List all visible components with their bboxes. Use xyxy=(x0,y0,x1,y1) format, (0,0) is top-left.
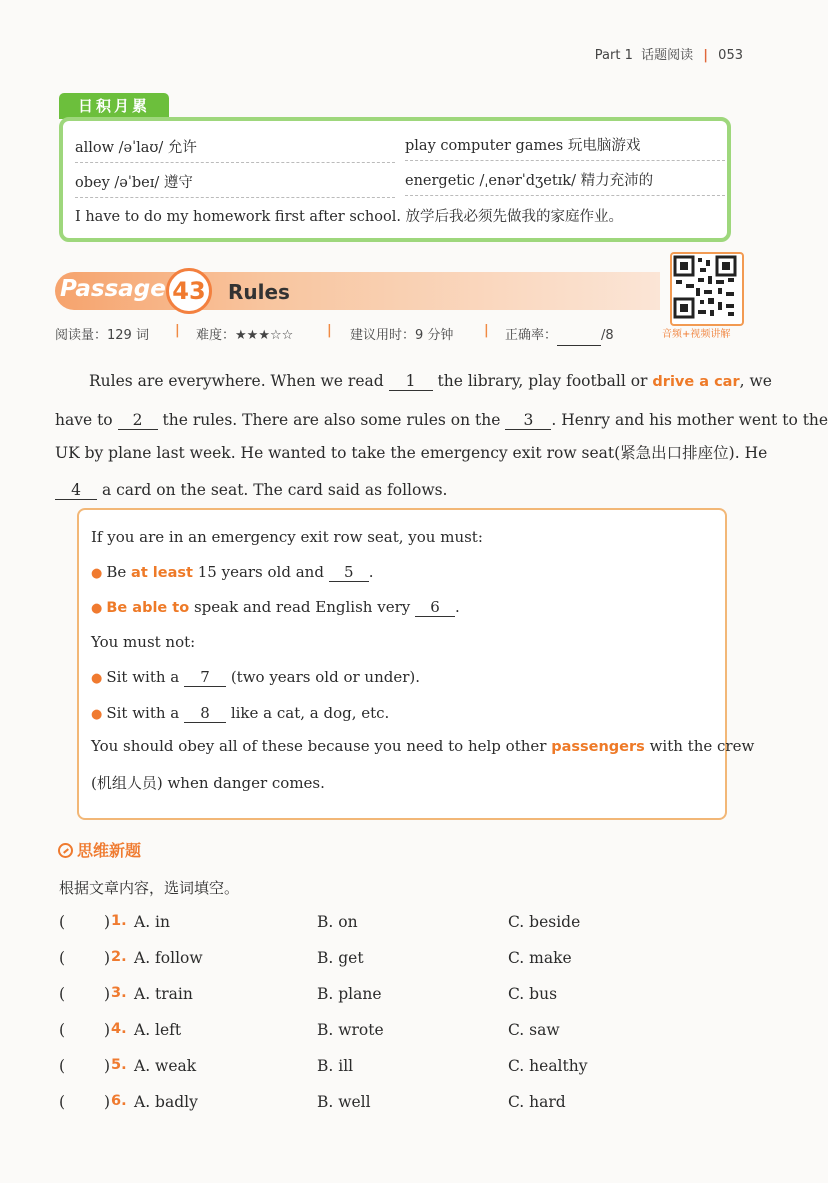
answer-bracket-open[interactable]: ( xyxy=(59,1093,66,1111)
blank-1[interactable]: 1 xyxy=(389,372,433,391)
vocab-tag: 日积月累 xyxy=(59,93,169,119)
question-number: 2. xyxy=(111,949,127,965)
question-row xyxy=(59,1057,699,1079)
option-c[interactable]: C. healthy xyxy=(508,1057,588,1075)
answer-bracket-open[interactable]: ( xyxy=(59,1057,66,1075)
option-b[interactable]: B. ill xyxy=(317,1057,354,1075)
passage-label: Passage xyxy=(60,276,166,302)
option-b[interactable]: B. plane xyxy=(317,985,382,1003)
option-c[interactable]: C. beside xyxy=(508,913,581,931)
answer-bracket-close: ) xyxy=(104,985,111,1003)
vocab-item: energetic /ˌenərˈdʒetɪk/ 精力充沛的 xyxy=(405,167,725,196)
answer-bracket-close: ) xyxy=(104,913,111,931)
word-count: 阅读量：129 词 xyxy=(55,328,149,343)
accuracy xyxy=(505,324,614,346)
highlight-at-least: at least xyxy=(131,565,193,581)
answer-bracket-open[interactable]: ( xyxy=(59,913,66,931)
vocab-item: play computer games 玩电脑游戏 xyxy=(405,132,725,161)
card-intro: If you are in an emergency exit row seat, you must: xyxy=(91,528,483,546)
answer-bracket-close: ) xyxy=(104,949,111,967)
meta-divider: | xyxy=(175,323,180,338)
option-a[interactable]: A. in xyxy=(134,913,170,931)
question-number: 1. xyxy=(111,913,127,929)
bullet-icon: ● xyxy=(91,566,103,581)
question-number: 4. xyxy=(111,1021,127,1037)
accuracy-label: 正确率： xyxy=(505,328,558,343)
blank-2[interactable]: 2 xyxy=(118,411,158,430)
card-conclusion: You should obey all of these because you need to help other passengers with the crew xyxy=(91,737,755,755)
suggested-time: 建议用时：9 分钟 xyxy=(350,328,454,343)
bullet-icon: ● xyxy=(91,707,103,722)
blank-5[interactable]: 5 xyxy=(329,563,369,582)
bullet-icon: ● xyxy=(91,671,103,686)
blank-8[interactable]: 8 xyxy=(184,704,226,723)
option-b[interactable]: B. get xyxy=(317,949,364,967)
question-row xyxy=(59,913,699,935)
question-row xyxy=(59,985,699,1007)
page-header xyxy=(595,44,743,63)
blank-3[interactable]: 3 xyxy=(505,411,551,430)
vocab-sentence: I have to do my homework first after school. 放学后我必须先做我的家庭作业。 xyxy=(75,209,624,225)
card-must-not-2: ● Sit with a 8 like a cat, a dog, etc. xyxy=(91,704,390,722)
header-divider: | xyxy=(703,48,709,63)
answer-bracket-open[interactable]: ( xyxy=(59,985,66,1003)
highlight-passengers: passengers xyxy=(551,739,645,755)
accuracy-total: /8 xyxy=(601,328,614,343)
option-a[interactable]: A. badly xyxy=(134,1093,198,1111)
difficulty-label: 难度： xyxy=(196,328,236,343)
passage-number: 43 xyxy=(166,268,212,314)
card-must-1: ● Be at least 15 years old and 5 . xyxy=(91,563,374,581)
option-a[interactable]: A. left xyxy=(134,1021,182,1039)
question-row xyxy=(59,949,699,971)
option-b[interactable]: B. wrote xyxy=(317,1021,384,1039)
section-title: 思维新题 xyxy=(58,838,141,861)
star-empty-icon: ☆☆ xyxy=(269,328,294,343)
vocab-item: allow /əˈlaʊ/ 允许 xyxy=(75,134,395,163)
option-a[interactable]: A. weak xyxy=(134,1057,197,1075)
option-b[interactable]: B. well xyxy=(317,1093,371,1111)
difficulty xyxy=(196,324,293,343)
passage-line: UK by plane last week. He wanted to take the emergency exit row seat(紧急出口排座位). He xyxy=(55,444,768,462)
option-b[interactable]: B. on xyxy=(317,913,358,931)
card-conclusion-2: (机组人员) when danger comes. xyxy=(91,774,325,792)
card-must-2: ● Be able to speak and read English very 6 . xyxy=(91,598,460,616)
card-must-not-1: ● Sit with a 7 (two years old or under). xyxy=(91,668,421,686)
answer-bracket-close: ) xyxy=(104,1057,111,1075)
option-c[interactable]: C. make xyxy=(508,949,572,967)
option-a[interactable]: A. follow xyxy=(134,949,203,967)
question-row xyxy=(59,1093,699,1115)
option-c[interactable]: C. hard xyxy=(508,1093,566,1111)
answer-bracket-open[interactable]: ( xyxy=(59,1021,66,1039)
qr-caption: 音频+视频讲解 xyxy=(662,329,731,340)
blank-7[interactable]: 7 xyxy=(184,668,226,687)
option-c[interactable]: C. bus xyxy=(508,985,558,1003)
section-label: 话题阅读 xyxy=(641,48,694,63)
passage-title: Rules xyxy=(228,280,290,304)
passage-line: Rules are everywhere. When we read 1 the library, play football or drive a car, we xyxy=(89,372,772,390)
answer-bracket-close: ) xyxy=(104,1093,111,1111)
meta-divider: | xyxy=(327,323,332,338)
meta-divider: | xyxy=(484,323,489,338)
answer-bracket-close: ) xyxy=(104,1021,111,1039)
passage-line: have to 2 the rules. There are also some rules on the 3 . Henry and his mother went to the xyxy=(55,411,828,429)
vocab-item: obey /əˈbeɪ/ 遵守 xyxy=(75,169,395,198)
instruction: 根据文章内容，选词填空。 xyxy=(59,879,240,897)
question-number: 5. xyxy=(111,1057,127,1073)
leaf-icon xyxy=(58,843,73,858)
passage-line: 4 a card on the seat. The card said as follows. xyxy=(55,480,447,500)
highlight-drive-a-car: drive a car xyxy=(652,374,740,390)
qr-code-icon[interactable] xyxy=(670,252,744,326)
question-number: 6. xyxy=(111,1093,127,1109)
blank-4[interactable]: 4 xyxy=(55,481,97,500)
accuracy-blank[interactable] xyxy=(557,327,601,346)
question-row xyxy=(59,1021,699,1043)
option-c[interactable]: C. saw xyxy=(508,1021,560,1039)
option-a[interactable]: A. train xyxy=(134,985,193,1003)
blank-6[interactable]: 6 xyxy=(415,598,455,617)
part-label: Part 1 xyxy=(594,48,633,63)
question-number: 3. xyxy=(111,985,127,1001)
answer-bracket-open[interactable]: ( xyxy=(59,949,66,967)
star-icon: ★★★ xyxy=(235,328,270,343)
highlight-be-able-to: Be able to xyxy=(106,600,190,616)
page-number: 053 xyxy=(718,48,743,63)
bullet-icon: ● xyxy=(91,601,103,616)
card-must-not: You must not: xyxy=(91,633,196,651)
